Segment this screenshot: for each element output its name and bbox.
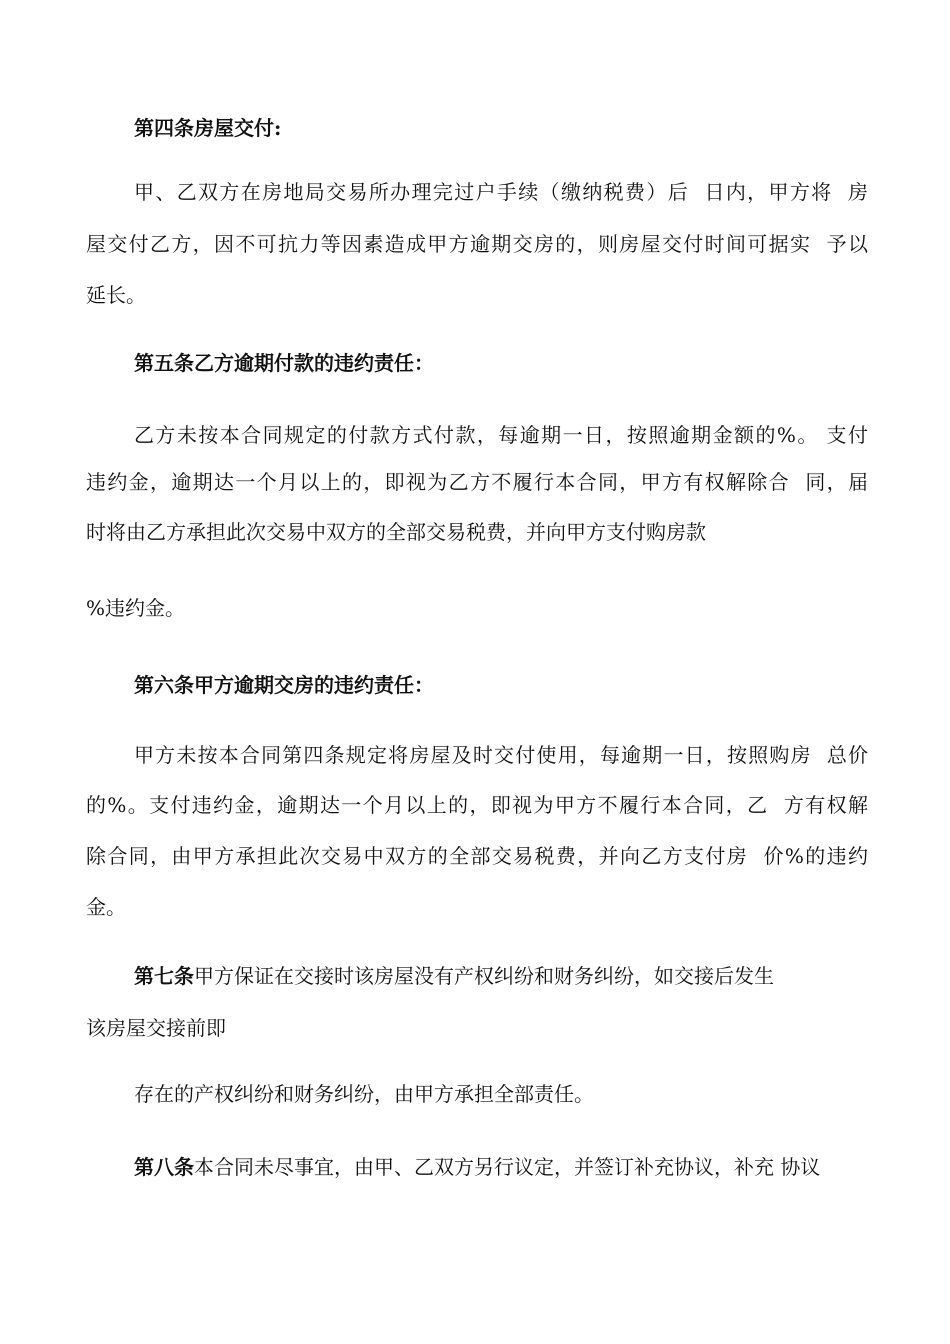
section-4-line-1: 甲、乙双方在房地局交易所办理完过户手续（缴纳税费）后 日内，甲方将 房 — [134, 180, 868, 204]
section-7-line-3: 存在的产权纠纷和财务纠纷，由甲方承担全部责任。 — [134, 1082, 594, 1106]
section-4-heading: 第四条房屋交付: — [134, 116, 282, 140]
section-5-line-3: 时将由乙方承担此次交易中双方的全部交易税费，并向甲方支付购房款 — [86, 520, 706, 544]
section-8-text: 本合同未尽事宜，由甲、乙双方另行议定，并签订补充协议，补充 协议 — [194, 1155, 821, 1179]
section-6-heading: 第六条甲方逾期交房的违约责任： — [134, 673, 434, 697]
section-6-line-2: 的%。支付违约金，逾期达一个月以上的，即视为甲方不履行本合同，乙 方有权解 — [86, 793, 868, 817]
section-5-line-4: %违约金。 — [86, 596, 186, 620]
section-5-heading: 第五条乙方逾期付款的违约责任： — [134, 351, 434, 375]
section-6-line-4: 金。 — [86, 895, 126, 919]
section-5-line-1: 乙方未按本合同规定的付款方式付款，每逾期一日，按照逾期金额的%。 支付 — [134, 423, 868, 447]
section-7-line-1 — [134, 964, 774, 988]
section-8-line-1 — [134, 1155, 868, 1179]
section-7-text: 甲方保证在交接时该房屋没有产权纠纷和财务纠纷，如交接后发生 — [194, 964, 774, 988]
section-8-label: 第八条 — [134, 1155, 194, 1179]
section-6-line-1: 甲方未按本合同第四条规定将房屋及时交付使用，每逾期一日，按照购房 总价 — [134, 743, 868, 767]
section-5-line-2: 违约金，逾期达一个月以上的，即视为乙方不履行本合同，甲方有权解除合 同，届 — [86, 470, 868, 494]
section-7-line-2: 该房屋交接前即 — [86, 1016, 226, 1040]
section-7-label: 第七条 — [134, 964, 194, 988]
section-4-line-3: 延长。 — [86, 283, 146, 307]
section-4-line-2: 屋交付乙方，因不可抗力等因素造成甲方逾期交房的，则房屋交付时间可据实 予以 — [86, 232, 868, 256]
section-6-line-3: 除合同，由甲方承担此次交易中双方的全部交易税费，并向乙方支付房 价%的违约 — [86, 844, 868, 868]
